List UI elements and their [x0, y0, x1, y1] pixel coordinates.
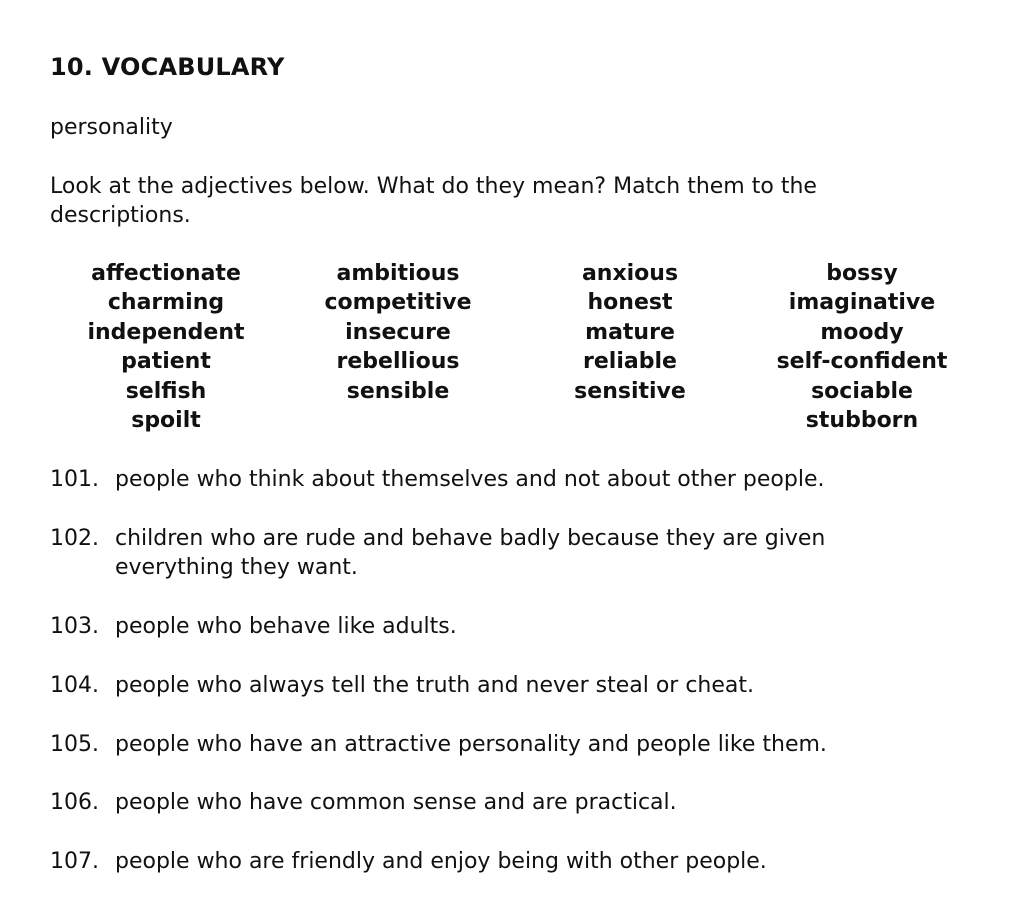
word-item: ambitious	[336, 261, 460, 286]
word-item: moody	[820, 319, 904, 345]
question-number: 105.	[50, 731, 99, 757]
question-text: people who are friendly and enjoy being with other people.	[115, 849, 767, 875]
word-item: independent	[87, 319, 245, 345]
word-item: spoilt	[131, 408, 201, 434]
word-item: imaginative	[788, 290, 936, 316]
topic-subtitle: personality	[50, 115, 173, 140]
question-item	[50, 730, 980, 759]
question-number: 107.	[50, 849, 99, 875]
question-item	[50, 671, 980, 700]
word-item: rebellious	[336, 349, 460, 375]
word-item: honest	[587, 290, 673, 316]
question-text: people who have an attractive personality and people like them.	[115, 731, 827, 757]
question-text: children who are rude and behave badly because they are given everything they want.	[115, 525, 826, 581]
word-item: anxious	[581, 261, 679, 286]
question-item	[50, 524, 980, 583]
question-item	[50, 465, 980, 494]
word-item: sensible	[346, 378, 450, 404]
question-text: people who behave like adults.	[115, 614, 457, 639]
word-item: affectionate	[91, 261, 241, 286]
word-item: sociable	[811, 378, 913, 404]
word-item: reliable	[583, 349, 677, 375]
word-item: stubborn	[805, 408, 919, 434]
question-list	[50, 465, 980, 906]
question-number: 102.	[50, 525, 99, 551]
word-item: selfish	[125, 378, 207, 404]
word-column-1	[50, 259, 282, 435]
word-item: sensitive	[574, 378, 686, 404]
question-number: 101.	[50, 467, 99, 492]
question-text: people who always tell the truth and never steal or cheat.	[115, 672, 754, 698]
word-column-2	[282, 259, 514, 406]
question-text: people who think about themselves and not about other people.	[115, 467, 825, 492]
section-title: 10. VOCABULARY	[50, 53, 285, 81]
question-item	[50, 612, 980, 641]
instructions: Look at the adjectives below. What do they mean? Match them to the descriptions.	[50, 174, 817, 228]
word-item: bossy	[826, 261, 898, 286]
word-column-3	[514, 259, 746, 406]
question-number: 104.	[50, 672, 99, 698]
word-item: mature	[585, 319, 675, 345]
word-item: insecure	[345, 319, 451, 345]
word-item: charming	[107, 290, 225, 316]
question-item	[50, 847, 980, 876]
word-item: patient	[121, 349, 211, 375]
question-item	[50, 788, 980, 817]
word-column-4	[746, 259, 978, 435]
word-item: competitive	[324, 290, 472, 316]
word-item: self-confident	[776, 349, 948, 375]
question-number: 106.	[50, 790, 99, 816]
question-number: 103.	[50, 614, 99, 639]
question-text: people who have common sense and are practical.	[115, 790, 677, 816]
